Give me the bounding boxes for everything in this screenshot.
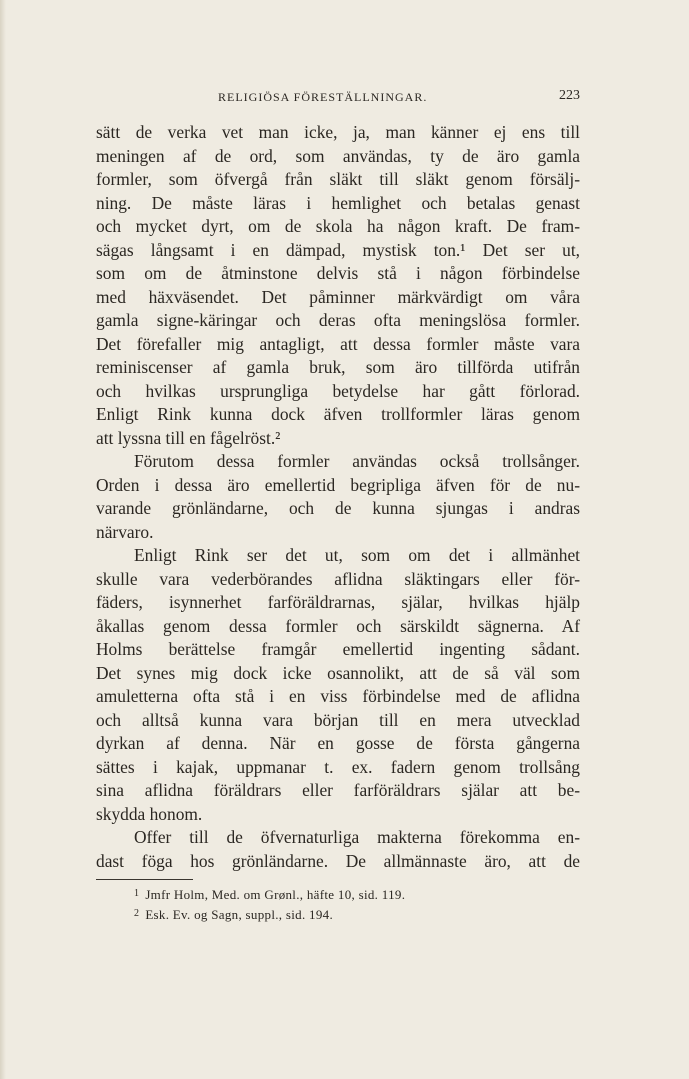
text-line: formler, som öfvergå från släkt till släkt genom försälj- [96,169,580,189]
text-line: att lyssna till en fågelröst.² [96,427,281,448]
text-line: Förutom dessa formler användas också trollsånger. [134,451,580,471]
footnote-mark: 1 [134,888,140,899]
text-line: fäders, isynnerhet farföräldrarnas, själar, hvilkas hjälp [96,592,580,612]
text-line: skydda honom. [96,803,203,824]
text-line: reminiscenser af gamla bruk, som äro tillförda utifrån [96,357,580,377]
footnote-1 [134,884,574,904]
text-line: sägas långsamt i en dämpad, mystisk ton.¹ Det ser ut, [96,239,580,260]
footnote-text: Jmfr Holm, Med. om Grønl., häfte 10, sid. 119. [145,887,406,902]
text-line: gamla signe-käringar och deras ofta meningslösa formler. [96,310,580,330]
text-line: med häxväsendet. Det påminner märkvärdigt om våra [96,286,580,307]
text-line: som om de åtminstone delvis stå i någon förbindelse [96,263,580,283]
text-line: dast föga hos grönländarne. De allmännaste äro, att de [96,850,580,871]
text-line: meningen af de ord, som användas, ty de äro gamla [96,145,580,166]
text-line: och hvilkas ursprungliga betydelse har gått förlorad. [96,380,580,401]
text-line: och alltså kunna vara början till en mera utvecklad [96,709,580,730]
footnote-mark: 2 [134,908,140,919]
text-line: amuletterna ofta stå i en viss förbindelse med de aflidna [96,686,580,706]
text-line: dyrkan af denna. När en gosse de första gångerna [96,733,580,753]
footnote-2 [134,904,574,924]
text-line: Orden i dessa äro emellertid begripliga äfven för de nu- [96,474,580,495]
text-line: sättes i kajak, uppmanar t. ex. fadern genom trollsång [96,756,580,777]
text-line: skulle vara vederbörandes aflidna släktingars eller för- [96,568,580,589]
text-line: Enligt Rink ser det ut, som om det i allmänhet [134,545,580,565]
page-number: 223 [559,88,580,103]
body-text [96,121,580,873]
text-line: åkallas genom dessa formler och särskildt sägnerna. Af [96,615,580,636]
page-edge-shadow [0,0,6,1079]
text-line: Holms berättelse framgår emellertid ingenting sådant. [96,639,580,659]
text-line: varande grönländarne, och de kunna sjungas i andras [96,498,580,518]
text-line: Enligt Rink kunna dock äfven trollformler läras genom [96,404,580,424]
running-header [218,88,580,108]
text-line: Det synes mig dock icke osannolikt, att de så väl som [96,662,580,683]
footnote-text: Esk. Ev. og Sagn, suppl., sid. 194. [145,907,334,922]
text-line: sätt de verka vet man icke, ja, man känner ej ens till [96,122,580,142]
text-line: Det förefaller mig antagligt, att dessa formler måste vara [96,333,580,354]
text-line: ning. De måste läras i hemlighet och betalas genast [96,192,580,213]
running-title: RELIGIÖSA FÖRESTÄLLNINGAR. [218,90,428,104]
text-line: sina aflidna föräldrars eller farföräldrars själar att be- [96,780,580,800]
text-line: och mycket dyrt, om de skola ha någon kraft. De fram- [96,216,580,236]
text-line: Offer till de öfvernaturliga makterna förekomma en- [134,827,580,847]
text-line: närvaro. [96,521,154,542]
footnote-divider [96,879,193,880]
footnotes [134,884,574,924]
